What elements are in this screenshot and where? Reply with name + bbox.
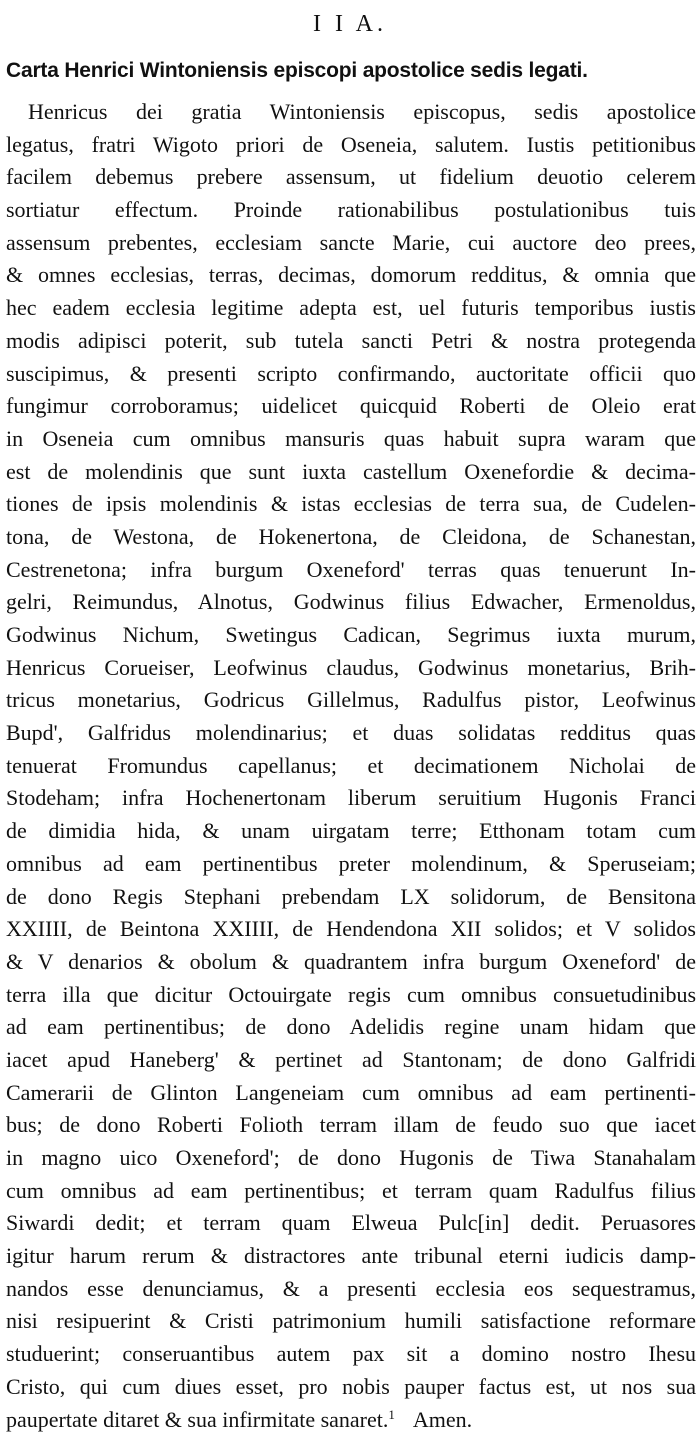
- text-line: in Oseneia cum omnibus mansuris quas habuit supra waram que: [6, 423, 696, 456]
- text-line: igitur harum rerum & distractores ante tribunal eterni iudicis damp-: [6, 1240, 696, 1273]
- text-line: & omnes ecclesias, terras, decimas, domorum redditus, & omnia que: [6, 259, 696, 292]
- text-line: tenuerat Fromundus capellanus; et decimationem Nicholai de: [6, 750, 696, 783]
- text-line: suscipimus, & presenti scripto confirmando, auctoritate officii quo: [6, 358, 696, 391]
- text-line: Cestrenetona; infra burgum Oxeneford' terras quas tenuerunt In-: [6, 554, 696, 587]
- text-line: de dono Regis Stephani prebendam LX solidorum, de Bensitona: [6, 881, 696, 914]
- text-line: Godwinus Nichum, Swetingus Cadican, Segrimus iuxta murum,: [6, 619, 696, 652]
- text-line: nandos esse denunciamus, & a presenti ecclesia eos sequestramus,: [6, 1273, 696, 1306]
- footnote-marker[interactable]: 1: [388, 1407, 395, 1422]
- text-line: gelri, Reimundus, Alnotus, Godwinus filius Edwacher, Ermenoldus,: [6, 586, 696, 619]
- text-line: bus; de dono Roberti Folioth terram illam de feudo suo que iacet: [6, 1109, 696, 1142]
- text-line: Siwardi dedit; et terram quam Elweua Pulc[in] dedit. Peruasores: [6, 1207, 696, 1240]
- text-line: assensum prebentes, ecclesiam sancte Marie, cui auctore deo prees,: [6, 227, 696, 260]
- text-line: & V denarios & obolum & quadrantem infra burgum Oxeneford' de: [6, 946, 696, 979]
- text-line: Henricus Corueiser, Leofwinus claudus, Godwinus monetarius, Brih-: [6, 652, 696, 685]
- final-line-text: paupertate ditaret & sua infirmitate sanaret.: [6, 1407, 388, 1432]
- text-line-final: [6, 1404, 696, 1436]
- text-line: tona, de Westona, de Hokenertona, de Cleidona, de Schanestan,: [6, 521, 696, 554]
- text-line: Camerarii de Glinton Langeneiam cum omnibus ad eam pertinenti-: [6, 1077, 696, 1110]
- text-line: modis adipisci poterit, sub tutela sancti Petri & nostra protegenda: [6, 325, 696, 358]
- text-line: fungimur corroboramus; uidelicet quicquid Roberti de Oleio erat: [6, 390, 696, 423]
- text-line: iacet apud Haneberg' & pertinet ad Stantonam; de dono Galfridi: [6, 1044, 696, 1077]
- text-line: XXIIII, de Beintona XXIIII, de Hendendona XII solidos; et V solidos: [6, 913, 696, 946]
- text-line: est de molendinis que sunt iuxta castellum Oxenefordie & decima-: [6, 456, 696, 489]
- text-line: facilem debemus prebere assensum, ut fidelium deuotio celerem: [6, 161, 696, 194]
- charter-body: [6, 96, 696, 1436]
- text-line: tiones de ipsis molendinis & istas ecclesias de terra sua, de Cudelen-: [6, 488, 696, 521]
- text-line: legatus, fratri Wigoto priori de Oseneia, salutem. Iustis petitionibus: [6, 129, 696, 162]
- text-line: Stodeham; infra Hochenertonam liberum seruitium Hugonis Franci: [6, 782, 696, 815]
- text-line: nisi resipuerint & Cristi patrimonium humili satisfactione reformare: [6, 1305, 696, 1338]
- text-line: terra illa que dicitur Octouirgate regis cum omnibus consuetudinibus: [6, 979, 696, 1012]
- charter-title: Carta Henrici Wintoniensis episcopi apostolice sedis legati.: [6, 53, 696, 89]
- text-line: Bupd', Galfridus molendinarius; et duas solidatas redditus quas: [6, 717, 696, 750]
- charter-number-heading: I I A.: [0, 6, 700, 42]
- text-line: de dimidia hida, & unam uirgatam terre; Etthonam totam cum: [6, 815, 696, 848]
- text-line: Cristo, qui cum diues esset, pro nobis pauper factus est, ut nos sua: [6, 1371, 696, 1404]
- text-line: Henricus dei gratia Wintoniensis episcopus, sedis apostolice: [6, 96, 696, 129]
- text-line: sortiatur effectum. Proinde rationabilibus postulationibus tuis: [6, 194, 696, 227]
- text-line: cum omnibus ad eam pertinentibus; et terram quam Radulfus filius: [6, 1175, 696, 1208]
- text-line: studuerint; conseruantibus autem pax sit a domino nostro Ihesu: [6, 1338, 696, 1371]
- text-line: tricus monetarius, Godricus Gillelmus, Radulfus pistor, Leofwinus: [6, 684, 696, 717]
- text-line: ad eam pertinentibus; de dono Adelidis regine unam hidam que: [6, 1011, 696, 1044]
- closing-amen: Amen.: [413, 1407, 472, 1432]
- text-line: omnibus ad eam pertinentibus preter molendinum, & Speruseiam;: [6, 848, 696, 881]
- text-line: in magno uico Oxeneford'; de dono Hugonis de Tiwa Stanahalam: [6, 1142, 696, 1175]
- text-line: hec eadem ecclesia legitime adepta est, uel futuris temporibus iustis: [6, 292, 696, 325]
